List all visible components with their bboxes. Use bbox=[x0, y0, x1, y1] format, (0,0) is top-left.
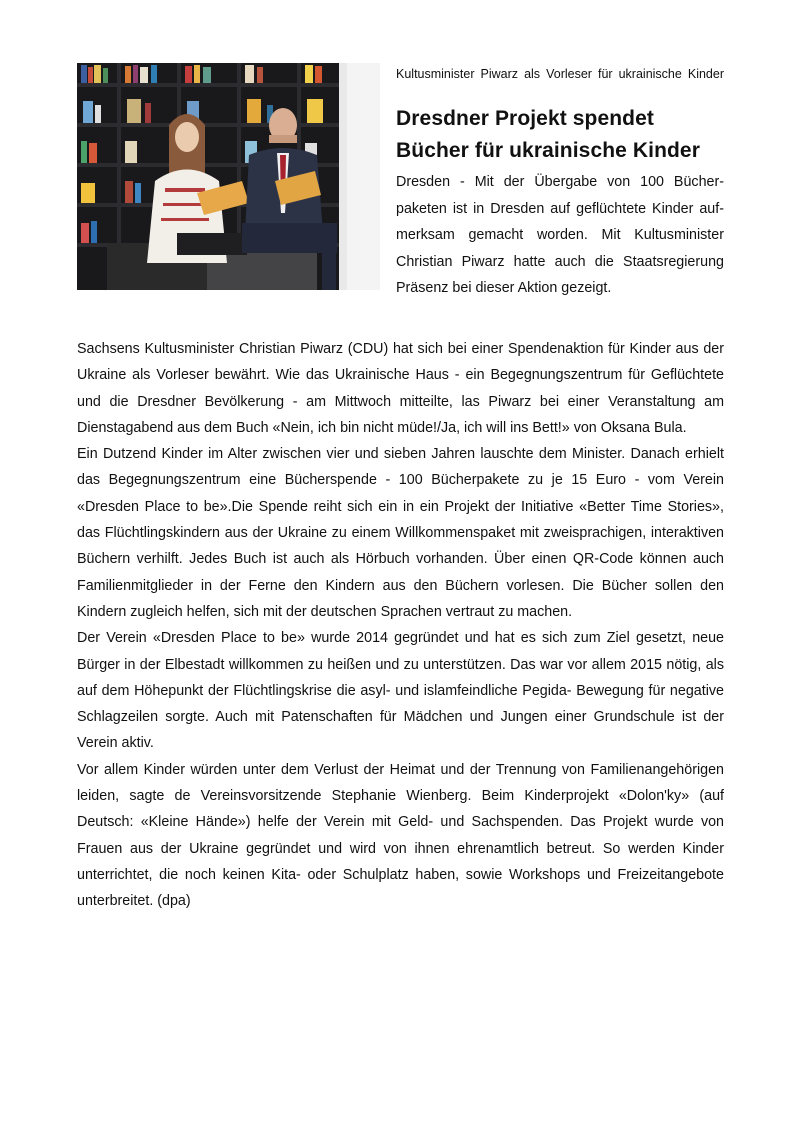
article-body bbox=[77, 336, 724, 915]
body-paragraph: Der Verein «Dresden Place to be» wurde 2014 gegründet und hat es sich zum Ziel gesetzt, neue Bürger in der Elbestadt willkommen zu heißen und zu unterstützen. Das war vor allem 2015 nötig, als auf dem Höhepunkt der Flüchtlingskrise die asyl- und islamfeindliche Pegida- Bewegung für negative Schlagzeilen sorgte. Auch mit Patenschaften für Mädchen und Jungen einer Grundschule ist der Verein aktiv. bbox=[77, 630, 724, 752]
body-paragraph: Ein Dutzend Kinder im Alter zwischen vier und sieben Jahren lauschte dem Minister. Danach erhielt das Begegnungszentrum eine Bücherspende - 100 Bücherpakete zu je 15 Euro - vom Verein «Dresden Place to be».Die Spende reiht sich ein in ein Projekt der Initiative «Better Time Stories», das Flüchtlingskindern aus der Ukraine zu einem Willkommenspaket mit zweisprachigen, interaktiven Büchern verhilft. Jedes Buch ist auch als Hörbuch vorhanden. Über einen QR-Code können auch Familienmitglieder in der Ferne den Kindern aus den Büchern vorlesen. Die Bücher sollen den Kindern zugleich helfen, sich mit der deutschen Sprachen vertraut zu machen. bbox=[77, 446, 724, 620]
body-paragraph: Vor allem Kinder würden unter dem Verlust der Heimat und der Trennung von Familienangehörigen leiden, sagte de Vereinsvorsitzende Stephanie Wienberg. Beim Kinderprojekt «Dolon'ky» (auf Deutsch: «Kleine Hände») helfe der Verein mit Geld- und Sachspenden. Das Projekt wurde von Frauen aus der Ukraine gegründet und wird von ihnen ehrenamtlich betreut. So werden Kinder unterrichtet, die noch keinen Kita- oder Schulplatz haben, sowie Workshops und Freizeitangebote unterbreitet. (dpa) bbox=[77, 761, 724, 910]
headline-line-2: Bücher für ukrainische Kinder bbox=[396, 139, 700, 162]
article-lead: Dresden - Mit der Übergabe von 100 Bücherpaketen ist in Dresden auf geflüchtete Kinder aufmerksam gemacht worden. Mit Kultusminister Christian Piwarz hatte auch die Staatsregierung Präsenz bei dieser Aktion gezeigt. bbox=[396, 174, 724, 296]
article-headline bbox=[396, 103, 724, 167]
headline-line-1: Dresdner Projekt spendet bbox=[396, 107, 654, 130]
article-kicker: Kultusminister Piwarz als Vorleser für ukrainische Kinder bbox=[396, 67, 724, 81]
body-paragraph: Sachsens Kultusminister Christian Piwarz (CDU) hat sich bei einer Spendenaktion für Kinder aus der Ukraine als Vorleser bewährt. Wie das Ukrainische Haus - ein Begegnungszentrum für Geflüchtete und die Dresdner Bevölkerung - am Mittwoch mitteilte, las Piwarz bei einer Veranstaltung am Dienstagabend aus dem Buch «Nein, ich bin nicht müde!/Ja, ich will ins Bett!» von Oksana Bula. bbox=[77, 341, 724, 436]
article-photo bbox=[77, 63, 380, 290]
article-header bbox=[396, 65, 724, 302]
